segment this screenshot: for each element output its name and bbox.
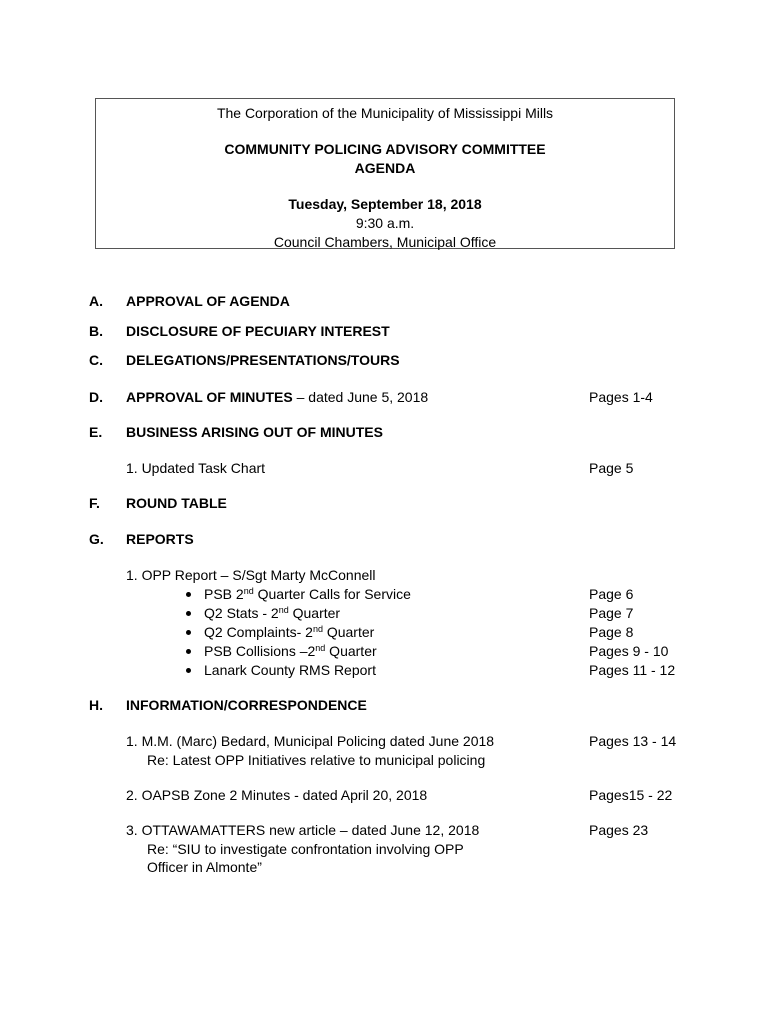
bullet-text: PSB 2nd Quarter Calls for Service	[204, 586, 411, 602]
bullet-text: PSB Collisions –2nd Quarter	[204, 643, 377, 659]
section-h-item-3-pages: Pages 23	[589, 822, 649, 838]
section-h-item-3-re-cont: Officer in Almonte”	[147, 859, 262, 875]
bullet-icon	[186, 649, 191, 654]
meeting-location: Council Chambers, Municipal Office	[273, 234, 497, 250]
section-g-letter: G.	[89, 531, 104, 547]
bullet-pages: Page 6	[589, 586, 634, 602]
section-d-date: – dated June 5, 2018	[292, 389, 429, 405]
section-h-item-3: 3. OTTAWAMATTERS new article – dated June 12, 2018	[126, 822, 480, 838]
bullet-icon	[186, 630, 191, 635]
agenda-header-box	[95, 98, 675, 249]
section-h-item-3-re: Re: “SIU to investigate confrontation involving OPP	[147, 841, 464, 857]
section-b-letter: B.	[89, 323, 103, 339]
section-e-title: BUSINESS ARISING OUT OF MINUTES	[126, 424, 383, 440]
section-h-item-2: 2. OAPSB Zone 2 Minutes - dated April 20, 2018	[126, 787, 428, 803]
section-d-pages: Pages 1-4	[589, 389, 653, 405]
section-h-item-2-pages: Pages15 - 22	[589, 787, 673, 803]
bullet-text: Q2 Stats - 2nd Quarter	[204, 605, 341, 621]
section-b-title: DISCLOSURE OF PECUIARY INTEREST	[126, 323, 390, 339]
document-type: AGENDA	[354, 160, 416, 176]
section-e-item-1: 1. Updated Task Chart	[126, 460, 266, 476]
section-h-item-1-pages: Pages 13 - 14	[589, 733, 677, 749]
section-g-title: REPORTS	[126, 531, 194, 547]
bullet-pages: Pages 11 - 12	[589, 662, 676, 678]
bullet-pages: Pages 9 - 10	[589, 643, 669, 659]
bullet-icon	[186, 611, 191, 616]
section-h-title: INFORMATION/CORRESPONDENCE	[126, 697, 367, 713]
section-c-letter: C.	[89, 352, 103, 368]
section-h-letter: H.	[89, 697, 103, 713]
section-e-item-1-pages: Page 5	[589, 460, 634, 476]
section-e-letter: E.	[89, 424, 103, 440]
section-d-title: APPROVAL OF MINUTES	[126, 389, 293, 405]
section-h-item-1-re: Re: Latest OPP Initiatives relative to municipal policing	[147, 752, 486, 768]
section-h-item-1: 1. M.M. (Marc) Bedard, Municipal Policing dated June 2018	[126, 733, 495, 749]
meeting-time: 9:30 a.m.	[355, 215, 415, 231]
bullet-icon	[186, 668, 191, 673]
bullet-icon	[186, 592, 191, 597]
section-c-title: DELEGATIONS/PRESENTATIONS/TOURS	[126, 352, 400, 368]
bullet-text: Lanark County RMS Report	[204, 662, 376, 678]
bullet-pages: Page 8	[589, 624, 634, 640]
section-a-letter: A.	[89, 293, 103, 309]
section-a-title: APPROVAL OF AGENDA	[126, 293, 290, 309]
section-f-letter: F.	[89, 495, 100, 511]
bullet-pages: Page 7	[589, 605, 634, 621]
section-f-title: ROUND TABLE	[126, 495, 227, 511]
committee-name: COMMUNITY POLICING ADVISORY COMMITTEE	[224, 141, 546, 157]
organization-name: The Corporation of the Municipality of Mississippi Mills	[216, 105, 554, 121]
section-d-letter: D.	[89, 389, 103, 405]
section-d-line	[126, 388, 428, 407]
section-g-item-1: 1. OPP Report – S/Sgt Marty McConnell	[126, 567, 376, 583]
meeting-date: Tuesday, September 18, 2018	[288, 196, 482, 212]
bullet-text: Q2 Complaints- 2nd Quarter	[204, 624, 375, 640]
